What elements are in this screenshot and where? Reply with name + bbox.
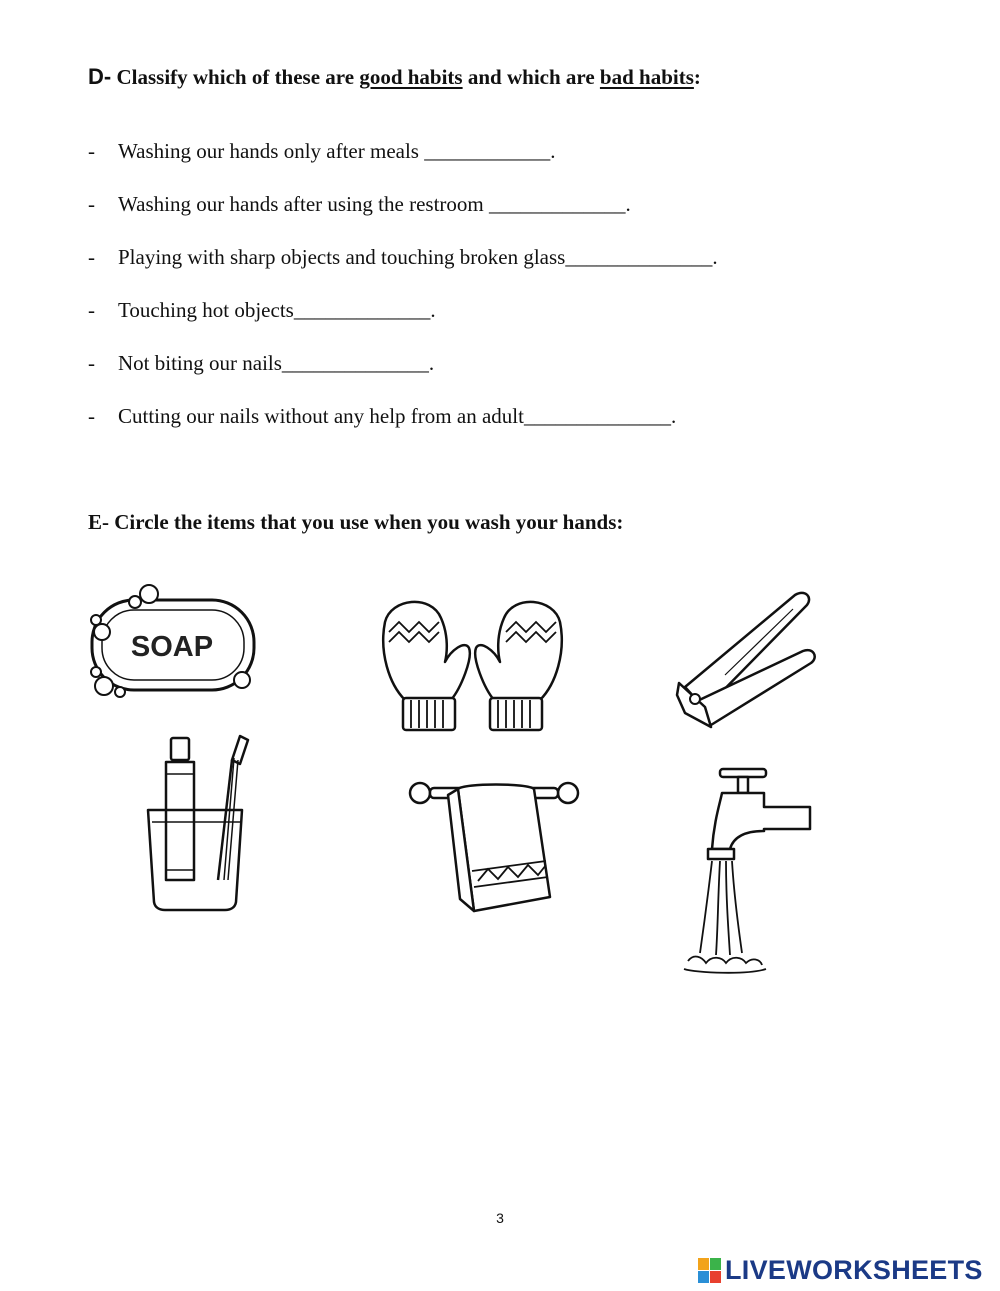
item-dash: - bbox=[88, 351, 95, 375]
habit-text: Not biting our nails______________. bbox=[118, 351, 435, 375]
section-d-heading bbox=[88, 64, 701, 90]
page-number: 3 bbox=[496, 1210, 504, 1226]
habit-item-3 bbox=[88, 245, 718, 270]
section-d-heading-mid: and which are bbox=[462, 65, 600, 89]
habit-item-5 bbox=[88, 351, 434, 376]
liveworksheets-logo[interactable] bbox=[698, 1255, 983, 1286]
item-dash: - bbox=[88, 245, 95, 269]
water-tap-picture[interactable] bbox=[668, 765, 828, 985]
liveworksheets-wordmark: LIVEWORKSHEETS bbox=[725, 1255, 983, 1285]
habit-item-1 bbox=[88, 139, 555, 164]
toothbrush-glass-picture[interactable] bbox=[140, 730, 255, 915]
good-habits-label: good habits bbox=[359, 65, 463, 89]
item-dash: - bbox=[88, 192, 95, 216]
section-d-letter: D- bbox=[88, 64, 112, 89]
section-e-heading: E- Circle the items that you use when you wash your hands: bbox=[88, 510, 624, 534]
section-d-heading-colon: : bbox=[693, 65, 701, 89]
habit-item-6 bbox=[88, 404, 676, 429]
bad-habits-label: bad habits bbox=[599, 65, 694, 89]
habit-text: Washing our hands only after meals ____________. bbox=[118, 139, 556, 163]
liveworksheets-blocks-icon bbox=[698, 1258, 722, 1284]
habit-item-2 bbox=[88, 192, 631, 217]
towel-picture[interactable] bbox=[408, 775, 580, 915]
habit-text: Playing with sharp objects and touching broken glass______________. bbox=[118, 245, 718, 269]
habit-text: Cutting our nails without any help from an adult______________. bbox=[118, 404, 677, 428]
habit-text: Touching hot objects_____________. bbox=[118, 298, 436, 322]
soap-picture[interactable] bbox=[82, 578, 262, 703]
section-d-heading-text: Classify which of these are bbox=[111, 65, 360, 89]
item-dash: - bbox=[88, 404, 95, 428]
habit-item-4 bbox=[88, 298, 436, 323]
habit-text: Washing our hands after using the restroom _____________. bbox=[118, 192, 631, 216]
mittens-picture[interactable] bbox=[375, 592, 570, 737]
soap-label: SOAP bbox=[130, 631, 214, 663]
item-dash: - bbox=[88, 298, 95, 322]
item-dash: - bbox=[88, 139, 95, 163]
nail-clipper-picture[interactable] bbox=[665, 585, 830, 745]
